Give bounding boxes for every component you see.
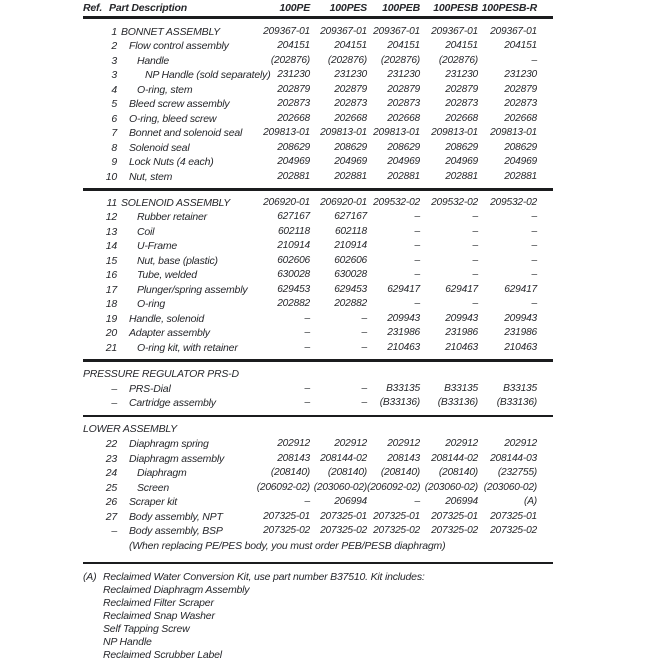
- row-value: 231230: [445, 69, 478, 80]
- row-value: 209367-01: [373, 25, 420, 37]
- table-row: [83, 196, 553, 211]
- row-ref: 4: [111, 83, 117, 96]
- row-value: –: [472, 211, 478, 222]
- row-value: 208629: [277, 141, 310, 153]
- row-value: 231230: [277, 69, 310, 80]
- row-value: –: [531, 211, 537, 222]
- row-description: Nut, base (plastic): [137, 254, 218, 267]
- row-value: 207325-02: [373, 525, 420, 536]
- row-description: Screen: [137, 481, 170, 494]
- row-value: 231230: [334, 69, 367, 80]
- row-value: 202912: [387, 438, 420, 449]
- row-value: –: [531, 254, 537, 266]
- row-value: 204969: [277, 156, 310, 167]
- row-ref: 15: [105, 254, 117, 267]
- footnote-label: (A): [83, 571, 97, 583]
- section-title: PRESSURE REGULATOR PRS-D: [83, 367, 239, 380]
- row-value: –: [361, 341, 367, 353]
- section-rule: [83, 562, 553, 564]
- row-value: –: [531, 298, 537, 309]
- row-value: 209532-02: [490, 196, 537, 208]
- table-header-row: [83, 3, 553, 14]
- row-value: 630028: [277, 269, 310, 280]
- row-value: 206920-01: [320, 196, 367, 208]
- row-value: –: [304, 496, 310, 507]
- parts-table: [83, 25, 553, 565]
- row-value: (203060-02): [313, 481, 367, 493]
- row-value: –: [304, 312, 310, 324]
- row-value: 202668: [504, 112, 537, 124]
- row-description: Rubber retainer: [137, 211, 207, 223]
- table-row: [83, 297, 553, 312]
- header-col-100pesb: 100PESB: [433, 2, 478, 14]
- footnote-item: Self Tapping Screw: [103, 623, 190, 635]
- row-description: Diaphragm assembly: [129, 452, 225, 465]
- table-row: [83, 268, 553, 283]
- row-value: –: [472, 269, 478, 280]
- row-value: 208144-02: [431, 452, 478, 464]
- row-value: B33135: [444, 382, 478, 394]
- row-ref: –: [111, 382, 117, 395]
- row-value: 630028: [334, 269, 367, 280]
- table-row: [83, 341, 553, 356]
- table-row: [83, 225, 553, 240]
- row-ref: 23: [105, 452, 117, 465]
- table-row: [83, 510, 553, 525]
- row-description: Scraper kit: [129, 496, 177, 508]
- row-value: 231986: [504, 327, 537, 338]
- row-value: (B33136): [437, 397, 478, 408]
- table-row: [83, 68, 553, 83]
- row-ref: 7: [111, 127, 117, 139]
- row-value: 209943: [504, 312, 537, 324]
- row-value: 204969: [334, 156, 367, 167]
- row-value: –: [361, 382, 367, 394]
- table-row: [83, 312, 553, 327]
- row-value: (203060-02): [424, 481, 478, 493]
- table-row: [83, 112, 553, 127]
- row-value: 209943: [445, 312, 478, 324]
- table-row: [83, 141, 553, 156]
- table-row: [83, 97, 553, 112]
- row-value: 209813-01: [373, 127, 420, 138]
- row-value: 627167: [334, 211, 367, 222]
- table-row: [83, 239, 553, 254]
- row-value: (B33136): [379, 397, 420, 408]
- row-ref: 16: [105, 269, 117, 281]
- row-ref: 19: [105, 312, 117, 325]
- row-value: –: [531, 225, 537, 237]
- row-value: 202912: [445, 438, 478, 449]
- row-ref: 14: [105, 240, 117, 252]
- header-col-100pes: 100PES: [329, 2, 367, 14]
- row-description: Lock Nuts (4 each): [129, 156, 214, 168]
- row-value: 629417: [445, 283, 478, 295]
- row-value: 207325-02: [263, 525, 310, 536]
- row-value: 209813-01: [490, 127, 537, 138]
- table-row: [83, 466, 553, 481]
- row-value: 207325-01: [373, 510, 420, 522]
- row-value: B33135: [386, 382, 420, 394]
- row-value: 204151: [277, 40, 310, 51]
- row-value: 231986: [445, 327, 478, 338]
- table-section: [83, 196, 553, 356]
- table-note: (When replacing PE/PES body, you must order PEB/PESB diaphragm): [129, 539, 446, 552]
- table-section: [83, 25, 553, 185]
- row-ref: 1: [111, 25, 117, 38]
- row-ref: 3: [111, 69, 117, 81]
- row-ref: 11: [106, 196, 117, 209]
- row-value: –: [531, 269, 537, 280]
- row-value: 202873: [334, 98, 367, 109]
- row-description: O-ring, stem: [137, 83, 193, 96]
- footnote-intro: Reclaimed Water Conversion Kit, use part number B37510. Kit includes:: [103, 571, 425, 583]
- row-value: 202873: [277, 98, 310, 109]
- footnote-item: NP Handle: [103, 636, 152, 648]
- header-part-description: Part Description: [109, 2, 187, 14]
- row-value: B33135: [503, 382, 537, 394]
- row-value: 629453: [334, 283, 367, 295]
- row-description: Diaphragm: [137, 467, 187, 479]
- row-value: (202876): [438, 54, 478, 66]
- row-value: 202882: [334, 298, 367, 309]
- row-value: 627167: [277, 211, 310, 222]
- row-description: Nut, stem: [129, 170, 173, 183]
- row-value: 202881: [334, 170, 367, 182]
- table-row: [83, 495, 553, 510]
- row-description: Handle, solenoid: [129, 312, 205, 325]
- row-value: 602118: [277, 225, 310, 237]
- row-description: Diaphragm spring: [129, 438, 209, 450]
- row-value: –: [472, 225, 478, 237]
- row-ref: 8: [111, 141, 117, 154]
- row-ref: 27: [105, 510, 117, 523]
- row-value: –: [361, 327, 367, 338]
- header-rule: [83, 16, 553, 19]
- table-row: [83, 210, 553, 225]
- row-description: Flow control assembly: [129, 40, 229, 52]
- header-ref: Ref.: [83, 2, 103, 14]
- row-value: 202879: [277, 83, 310, 95]
- row-ref: 5: [111, 98, 117, 110]
- row-value: –: [414, 496, 420, 507]
- row-value: 202668: [387, 112, 420, 124]
- row-value: 209532-02: [431, 196, 478, 208]
- section-rule: [83, 359, 553, 362]
- row-value: 202668: [445, 112, 478, 124]
- row-value: –: [414, 240, 420, 251]
- row-ref: 25: [105, 481, 117, 494]
- row-value: –: [304, 382, 310, 394]
- row-value: 210463: [387, 341, 420, 353]
- row-value: 202912: [334, 438, 367, 449]
- row-value: 231230: [504, 69, 537, 80]
- row-value: 204969: [445, 156, 478, 167]
- row-value: 208143: [387, 452, 420, 464]
- row-value: 206994: [334, 496, 367, 507]
- row-value: 204151: [445, 40, 478, 51]
- row-ref: 6: [111, 112, 117, 125]
- row-value: 209367-01: [431, 25, 478, 37]
- row-value: 202879: [445, 83, 478, 95]
- table-row: [83, 283, 553, 298]
- row-value: (208140): [380, 467, 420, 478]
- section-rule: [83, 188, 553, 191]
- table-row: [83, 481, 553, 496]
- row-value: (232755): [497, 467, 537, 478]
- row-value: 208143: [277, 452, 310, 464]
- row-value: 207325-01: [320, 510, 367, 522]
- table-section: [83, 367, 553, 411]
- row-description: Bleed screw assembly: [129, 98, 230, 110]
- table-row: [83, 126, 553, 141]
- row-value: 209367-01: [320, 25, 367, 37]
- row-ref: 26: [105, 496, 117, 508]
- row-value: –: [531, 54, 537, 66]
- row-value: 204151: [504, 40, 537, 51]
- table-row: [83, 83, 553, 98]
- header-col-100pesb-r: 100PESB-R: [481, 2, 537, 14]
- footnote-items: [83, 584, 553, 662]
- table-row: [83, 39, 553, 54]
- row-value: 629453: [277, 283, 310, 295]
- row-value: 629417: [504, 283, 537, 295]
- row-value: 206920-01: [263, 196, 310, 208]
- row-ref: 18: [105, 298, 117, 310]
- row-value: 202879: [387, 83, 420, 95]
- row-value: (202876): [380, 54, 420, 66]
- row-value: 209367-01: [263, 25, 310, 37]
- row-value: 210914: [277, 240, 310, 251]
- table-row: [83, 452, 553, 467]
- table-row: [83, 326, 553, 341]
- row-value: 207325-01: [263, 510, 310, 522]
- row-description: BONNET ASSEMBLY: [121, 25, 220, 38]
- row-value: (208140): [438, 467, 478, 478]
- table-row: [83, 54, 553, 69]
- table-section: [83, 422, 553, 553]
- row-ref: –: [111, 397, 117, 409]
- table-row: [83, 437, 553, 452]
- row-ref: 21: [105, 341, 117, 354]
- footnote-head: [83, 571, 553, 584]
- section-rule: [83, 415, 553, 418]
- row-value: 202912: [504, 438, 537, 449]
- table-row: [83, 396, 553, 411]
- row-value: 210914: [334, 240, 367, 251]
- table-row: [83, 170, 553, 185]
- row-value: 202879: [504, 83, 537, 95]
- row-value: (208140): [327, 467, 367, 478]
- row-description: SOLENOID ASSEMBLY: [121, 196, 231, 209]
- row-value: –: [414, 211, 420, 222]
- row-ref: 2: [111, 40, 117, 52]
- row-value: –: [414, 254, 420, 266]
- row-value: 202881: [445, 170, 478, 182]
- row-description: U-Frame: [137, 240, 178, 252]
- row-value: 208629: [334, 141, 367, 153]
- row-description: Cartridge assembly: [129, 397, 216, 409]
- row-value: 210463: [445, 341, 478, 353]
- row-ref: –: [111, 525, 117, 537]
- row-value: –: [414, 269, 420, 280]
- row-ref: 22: [105, 438, 117, 450]
- footnote-item: Reclaimed Diaphragm Assembly: [103, 584, 250, 596]
- row-value: 202882: [277, 298, 310, 309]
- row-value: (206092-02): [256, 481, 310, 493]
- row-value: –: [361, 312, 367, 324]
- row-ref: 10: [105, 170, 117, 183]
- row-value: 206994: [445, 496, 478, 507]
- row-value: –: [472, 254, 478, 266]
- row-value: –: [414, 298, 420, 309]
- row-value: –: [361, 397, 367, 408]
- header-col-100pe: 100PE: [279, 2, 310, 14]
- row-ref: 17: [105, 283, 117, 296]
- row-ref: 3: [111, 54, 117, 67]
- row-value: 629417: [387, 283, 420, 295]
- parts-document: [83, 3, 553, 662]
- row-value: 209943: [387, 312, 420, 324]
- footnote-item: Reclaimed Scrubber Label: [103, 649, 222, 661]
- row-value: (202876): [327, 54, 367, 66]
- table-row: [83, 25, 553, 40]
- row-value: 208629: [387, 141, 420, 153]
- row-description: Tube, welded: [137, 269, 197, 281]
- section-title: LOWER ASSEMBLY: [83, 423, 177, 435]
- row-value: 207325-02: [490, 525, 537, 536]
- row-description: NP Handle (sold separately): [145, 69, 271, 81]
- row-value: 207325-02: [431, 525, 478, 536]
- row-value: 202668: [277, 112, 310, 124]
- row-value: 202873: [445, 98, 478, 109]
- row-value: 204969: [387, 156, 420, 167]
- row-ref: 9: [111, 156, 117, 168]
- row-value: 231986: [387, 327, 420, 338]
- row-value: (202876): [270, 54, 310, 66]
- table-row: [83, 382, 553, 397]
- row-value: –: [472, 240, 478, 251]
- row-value: (206092-02): [367, 481, 421, 493]
- row-value: –: [304, 397, 310, 408]
- row-value: 209813-01: [320, 127, 367, 138]
- row-value: –: [304, 327, 310, 338]
- row-value: 602606: [334, 254, 367, 266]
- row-value: 209813-01: [431, 127, 478, 138]
- row-value: 202879: [334, 83, 367, 95]
- row-value: 209367-01: [490, 25, 537, 37]
- row-value: 602606: [277, 254, 310, 266]
- row-ref: 12: [105, 211, 117, 223]
- row-value: 202881: [504, 170, 537, 182]
- row-value: 207325-01: [490, 510, 537, 522]
- header-col-100peb: 100PEB: [382, 2, 420, 14]
- row-description: Body assembly, BSP: [129, 525, 223, 537]
- row-value: 204151: [334, 40, 367, 51]
- row-value: –: [472, 298, 478, 309]
- row-value: 208144-03: [490, 452, 537, 464]
- row-value: –: [304, 341, 310, 353]
- table-row: [83, 524, 553, 539]
- row-value: 202873: [504, 98, 537, 109]
- row-value: 204969: [504, 156, 537, 167]
- row-value: –: [531, 240, 537, 251]
- row-value: 202668: [334, 112, 367, 124]
- row-value: 202912: [277, 438, 310, 449]
- row-value: (B33136): [496, 397, 537, 408]
- row-ref: 20: [105, 327, 117, 339]
- row-value: 207325-01: [431, 510, 478, 522]
- row-value: 602118: [334, 225, 367, 237]
- row-value: 208629: [445, 141, 478, 153]
- row-value: 202873: [387, 98, 420, 109]
- row-description: O-ring, bleed screw: [129, 112, 217, 125]
- row-description: PRS-Dial: [129, 382, 171, 395]
- header-ref-desc: [83, 3, 253, 14]
- table-row: [83, 155, 553, 170]
- row-description: O-ring kit, with retainer: [137, 341, 238, 354]
- row-value: 204151: [387, 40, 420, 51]
- footnote-item: Reclaimed Snap Washer: [103, 610, 215, 622]
- row-value: –: [414, 225, 420, 237]
- row-value: 210463: [504, 341, 537, 353]
- row-ref: 24: [105, 467, 117, 479]
- row-description: Handle: [137, 54, 170, 67]
- row-description: Solenoid seal: [129, 141, 190, 154]
- table-row: [83, 254, 553, 269]
- row-description: O-ring: [137, 298, 165, 310]
- row-value: 209813-01: [263, 127, 310, 138]
- footnote-block: [83, 571, 553, 662]
- row-description: Body assembly, NPT: [129, 510, 223, 523]
- row-value: (A): [524, 496, 537, 507]
- row-value: 208144-02: [320, 452, 367, 464]
- footnote-item: Reclaimed Filter Scraper: [103, 597, 214, 609]
- row-value: 208629: [504, 141, 537, 153]
- row-value: 209532-02: [373, 196, 420, 208]
- row-value: 207325-02: [320, 525, 367, 536]
- row-description: Bonnet and solenoid seal: [129, 127, 243, 139]
- row-description: Plunger/spring assembly: [137, 283, 248, 296]
- row-ref: 13: [105, 225, 117, 238]
- row-value: (203060-02): [483, 481, 537, 493]
- row-value: 202881: [277, 170, 310, 182]
- row-description: Coil: [137, 225, 155, 238]
- row-value: 202881: [387, 170, 420, 182]
- row-value: (208140): [270, 467, 310, 478]
- row-description: Adapter assembly: [129, 327, 210, 339]
- row-value: 231230: [387, 69, 420, 80]
